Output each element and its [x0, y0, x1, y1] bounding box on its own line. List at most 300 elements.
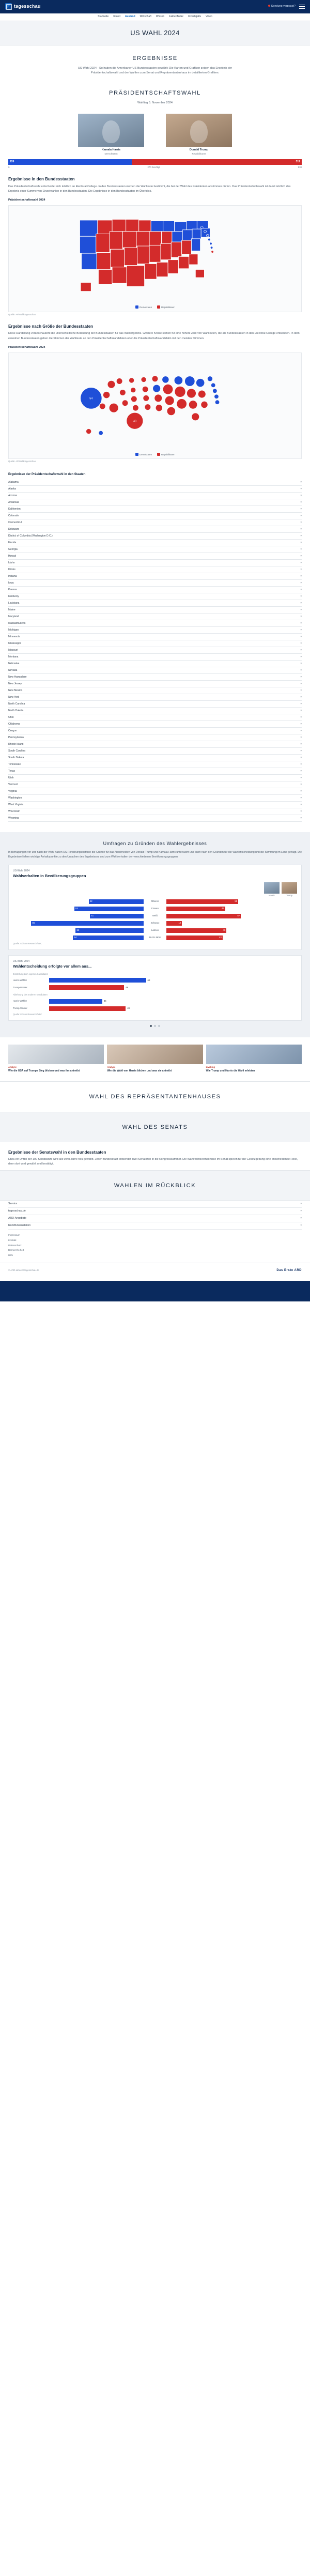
chevron-down-icon: ▾ [300, 494, 302, 497]
axis-mid: 270 benötigt [147, 165, 160, 168]
bar-trump: 55 [166, 899, 238, 904]
state-accordion-item[interactable] [8, 701, 302, 708]
chevron-down-icon: ▾ [300, 520, 302, 524]
nav-item-wissen[interactable]: Wissen [156, 15, 165, 19]
row-category: Trump-Wähler [13, 1006, 27, 1009]
state-label: Mississippi [8, 641, 21, 645]
state-accordion-item[interactable] [8, 506, 302, 513]
state-label: Oklahoma [8, 722, 20, 726]
state-accordion-item[interactable] [8, 781, 302, 788]
footer-link[interactable]: Kontakt [8, 1239, 17, 1242]
state-accordion-item[interactable] [8, 560, 302, 566]
motivation-row [13, 1006, 297, 1011]
map1-text: Das Präsidentschaftswahl entscheidet sich letztlich an Electoral College. In den Bundesstaaten werden die Wahlleute bestimmt, die bei der Wahl des Präsidenten abstimmen dürfen. Das Präsidentschaftswahl ist damit letztlich das Ergebnis einer Summe von Einzelwahlen in den Bundesstaaten. Die Ergebnisse in den Bundesstaaten im Überblick. [8, 185, 291, 193]
motivation-chart-group2 [13, 999, 297, 1011]
state-accordion-item[interactable] [8, 634, 302, 640]
candidate-harris [78, 114, 144, 156]
demographics-row [13, 899, 297, 904]
state-accordion-item[interactable] [8, 661, 302, 667]
teaser-card[interactable] [206, 1045, 302, 1073]
footer-accordion-item[interactable] [8, 1215, 302, 1222]
senate-section [0, 1112, 310, 1142]
chevron-down-icon: ▾ [300, 588, 302, 591]
state-accordion-item[interactable] [8, 748, 302, 755]
card2-source: Quelle: Edison Research/NBC [13, 1013, 42, 1016]
results-intro: US-Wahl 2024 - So haben die Amerikaner US-Bundesstaaten gewählt: Die Karten und Grafiken zeigen das Ergebnis der Präsidentschaftswahl und der Wahlen zum Senat und Repräsentantenhaus im detaillierten Grafiken. [78, 66, 233, 75]
senate-states-text: Etwa ein Drittel der 100 Senatssitze wird alle zwei Jahre neu gewählt. Jeder Bundesstaat entsendet zwei Senatoren in die Kongresskammer. Die Wahlrechtsverhältnisse im Senat spielen für die Gesetzgebung eine entscheidende Rolle, denn dort wird gewählt und bestätigt. [8, 1158, 298, 1166]
chevron-down-icon: ▾ [300, 628, 302, 632]
state-accordion-item[interactable] [8, 566, 302, 573]
chevron-down-icon: ▾ [300, 715, 302, 719]
state-label: Kalifornien [8, 507, 21, 511]
survey-card-demographics [8, 865, 302, 950]
chevron-down-icon: ▾ [300, 594, 302, 598]
state-accordion-item[interactable] [8, 600, 302, 607]
state-label: Washington [8, 796, 22, 800]
state-label: Georgia [8, 547, 18, 551]
house-heading: WAHL DES REPRÄSENTANTENHAUSES [89, 1093, 221, 1100]
state-label: Massachusetts [8, 621, 26, 625]
chevron-down-icon: ▾ [300, 635, 302, 638]
chevron-down-icon: ▾ [300, 709, 302, 712]
teaser-tag: Analyse [8, 1065, 17, 1068]
state-accordion-item[interactable] [8, 728, 302, 734]
state-label: Alabama [8, 480, 19, 484]
nav-item-ausland[interactable]: Ausland [125, 15, 135, 19]
hamburger-icon[interactable] [299, 5, 305, 9]
motivation-row [13, 999, 297, 1004]
footer-item-label: Rundfunkanstalten [8, 1224, 31, 1228]
state-accordion-item[interactable] [8, 808, 302, 815]
chevron-down-icon: ▾ [300, 749, 302, 753]
survey-heading: Umfragen zu Gründen des Wahlergebnisses [103, 841, 207, 847]
value-bar [49, 1006, 126, 1011]
state-accordion-item[interactable] [8, 493, 302, 499]
map2-legend [11, 453, 299, 456]
brand-wordmark: tagesschau [14, 4, 41, 9]
teaser-thumb-liveblog [206, 1045, 302, 1064]
carousel-dot-2[interactable] [154, 1025, 156, 1027]
state-accordion-item[interactable] [8, 775, 302, 781]
state-accordion-item[interactable] [8, 479, 302, 486]
state-label: New York [8, 695, 20, 699]
state-label: Virginia [8, 789, 17, 793]
demographics-row [13, 935, 297, 941]
results-header [0, 45, 310, 79]
chevron-down-icon: ▾ [300, 776, 302, 779]
chevron-down-icon: ▾ [300, 615, 302, 618]
electoral-bar-trump: 312 [132, 159, 302, 165]
card-title: Wahlentscheidung erfolgte vor allem aus... [13, 964, 92, 969]
state-label: Florida [8, 541, 17, 544]
bar-harris: 42 [89, 899, 144, 904]
footer-accordion [0, 1200, 310, 1230]
state-accordion-item[interactable] [8, 593, 302, 600]
chevron-down-icon: ▾ [300, 581, 302, 585]
teaser-thumb-portrait [107, 1045, 203, 1064]
chevron-down-icon: ▾ [300, 1224, 302, 1228]
top-bar-right [268, 5, 305, 9]
state-label: Vermont [8, 783, 18, 786]
chevron-down-icon: ▾ [300, 547, 302, 551]
state-accordion-item[interactable] [8, 607, 302, 614]
demographics-row [13, 921, 297, 926]
state-accordion-item[interactable] [8, 714, 302, 721]
state-label: Iowa [8, 581, 14, 585]
presidential-heading: PRÄSIDENTSCHAFTSWAHL [109, 89, 201, 96]
state-accordion-item[interactable] [8, 573, 302, 580]
state-label: Pennsylvania [8, 735, 24, 739]
value-label: 48 [126, 986, 129, 989]
state-results-title: Ergebnisse der Präsidentschaftswahl in den Staaten [8, 473, 86, 477]
live-label[interactable]: Sendung verpasst? [268, 5, 296, 9]
map2-source: Quelle: AP/Wahl.tagesschau [8, 460, 36, 463]
nav-item-inland[interactable]: Inland [113, 15, 120, 19]
candidate-name: Kamala Harris [101, 148, 121, 152]
chevron-down-icon: ▾ [300, 668, 302, 672]
state-accordion-item[interactable] [8, 513, 302, 519]
bar-harris: 86 [31, 921, 144, 926]
state-label: Delaware [8, 527, 20, 531]
demographics-row [13, 928, 297, 933]
state-label: Hawaii [8, 554, 17, 558]
review-section [0, 1170, 310, 1201]
state-accordion-item[interactable] [8, 674, 302, 681]
chevron-down-icon: ▾ [300, 688, 302, 692]
state-accordion-item[interactable] [8, 694, 302, 701]
legend-democrats: Demokraten [135, 305, 152, 309]
state-accordion-item[interactable] [8, 734, 302, 741]
candidate-party: Republikaner [192, 152, 206, 156]
map2-text: Diese Darstellung veranschaulicht die unterschiedliche Bedeutung der Bundesstaaten für das Wahlergebnis. Größere Kreise stehen für eine höhere Zahl von Wahlleuten, die als Bundesstaaten in den Electoral College entsenden. In dem einzelnen Bundesstaaten gehen die Stimmen der Wahlleute an den Präsidentschaftskandidaten oder die Präsidentschaftskandidatin mit den meisten Stimmen. [8, 332, 300, 340]
state-accordion-item[interactable] [8, 815, 302, 822]
footer-accordion-item[interactable] [8, 1222, 302, 1230]
state-label: District of Columbia (Washington D.C.) [8, 534, 53, 538]
state-label: Colorado [8, 514, 19, 517]
electoral-bar-harris: 226 [8, 159, 132, 165]
bar-harris: 52 [75, 928, 144, 933]
chevron-down-icon: ▾ [300, 809, 302, 813]
chevron-down-icon: ▾ [300, 641, 302, 645]
footer-bottom [0, 1263, 310, 1281]
demographics-row [13, 913, 297, 919]
state-label: New Jersey [8, 682, 22, 685]
state-accordion-item[interactable] [8, 540, 302, 546]
map1-legend [11, 305, 299, 309]
us-choropleth-map[interactable] [8, 205, 302, 312]
chevron-down-icon: ▾ [300, 655, 302, 658]
teaser-thumb-analysis [8, 1045, 104, 1064]
footer-links [0, 1230, 310, 1257]
candidate-party: Demokraten [104, 152, 118, 156]
chevron-down-icon: ▾ [300, 534, 302, 538]
map2-subtitle: Präsidentschaftswahl 2024 [8, 345, 45, 349]
teaser-card[interactable] [107, 1045, 203, 1073]
nav-item-faktenfinder[interactable]: Faktenfinder [169, 15, 184, 19]
card1-source: Quelle: Edison Research/NBC [13, 942, 42, 945]
tagesschau-logo-icon [5, 3, 12, 10]
state-accordion-item[interactable] [8, 708, 302, 714]
footer-accordion-item[interactable] [8, 1201, 302, 1208]
footer-link[interactable]: Hilfe [8, 1254, 13, 1257]
teaser-title: Wie die USA auf Trumps Sieg blicken und was ihn antreibt [8, 1069, 80, 1072]
electoral-axis [8, 166, 302, 169]
state-label: West Virginia [8, 803, 24, 806]
chevron-down-icon: ▾ [300, 527, 302, 531]
row-category: Frauen [151, 907, 159, 910]
harris-thumb: Harris [264, 882, 280, 897]
chevron-down-icon: ▾ [300, 769, 302, 773]
chevron-down-icon: ▾ [300, 729, 302, 732]
state-label: Minnesota [8, 635, 21, 638]
state-accordion-item[interactable] [8, 533, 302, 540]
chevron-down-icon: ▾ [300, 662, 302, 665]
state-label: Montana [8, 655, 19, 658]
ard-logo: Das Erste ARD [276, 1268, 302, 1272]
state-accordion-item[interactable] [8, 519, 302, 526]
nav-item-video[interactable]: Video [206, 15, 212, 19]
card-kicker: US-Wahl 2024 [13, 960, 30, 963]
footer-item-label: ARD-Angebote [8, 1217, 26, 1220]
carousel-dot-3[interactable] [158, 1025, 160, 1027]
row-category: Trump-Wähler [13, 986, 27, 989]
state-label: Michigan [8, 628, 19, 632]
chevron-down-icon: ▾ [300, 554, 302, 558]
state-label: Tennessee [8, 762, 21, 766]
map2-title: Ergebnisse nach Größe der Bundesstaaten [8, 324, 94, 329]
state-label: New Hampshire [8, 675, 27, 679]
state-results-section [0, 472, 310, 822]
row-category: Harris-Wähler [13, 999, 27, 1002]
bar-trump: 43 [166, 936, 223, 940]
map1-subtitle: Präsidentschaftswahl 2024 [8, 198, 45, 202]
state-label: Texas [8, 769, 16, 773]
chevron-down-icon: ▾ [300, 487, 302, 490]
state-label: South Carolina [8, 749, 26, 753]
state-label: Missouri [8, 648, 18, 652]
state-label: Maine [8, 608, 16, 611]
group1-label: Einstellung zum eigenen Kandidaten [13, 973, 48, 976]
teaser-title: Wie die Wahl von Harris blicken und was sie antreibt [107, 1069, 172, 1072]
state-accordion-item[interactable] [8, 526, 302, 533]
row-category: Harris-Wähler [13, 978, 27, 982]
chevron-down-icon: ▾ [300, 648, 302, 652]
bar-harris: 53 [74, 907, 144, 911]
svg-text:40: 40 [133, 420, 136, 423]
state-accordion-item[interactable] [8, 788, 302, 795]
main-nav [0, 13, 310, 21]
survey-card-motivation [8, 955, 302, 1020]
row-category: Weiß [152, 914, 158, 917]
footer-item-label: Service [8, 1202, 18, 1206]
chevron-down-icon: ▾ [300, 480, 302, 484]
map2-section [0, 324, 310, 464]
state-label: Alaska [8, 487, 17, 490]
state-accordion-item[interactable] [8, 681, 302, 687]
teaser-row [0, 1037, 310, 1073]
state-label: Kansas [8, 588, 17, 591]
bar-harris: 54 [73, 936, 144, 940]
candidate-trump [166, 114, 232, 156]
copyright: © ARD-aktuell / tagesschau.de [8, 1268, 39, 1271]
row-category: Latinos [151, 929, 159, 932]
presidential-header [0, 79, 310, 109]
teaser-title: Wie Trump und Harris die Wahl erlebten [206, 1069, 255, 1072]
state-accordion-item[interactable] [8, 755, 302, 761]
us-bubble-map[interactable] [8, 352, 302, 459]
state-accordion-item[interactable] [8, 721, 302, 728]
row-category: Männer [151, 900, 159, 903]
footer-dark-band [0, 1281, 310, 1301]
state-accordion-item[interactable] [8, 580, 302, 587]
chevron-down-icon: ▾ [300, 816, 302, 820]
state-accordion-item[interactable] [8, 587, 302, 593]
chevron-down-icon: ▾ [300, 568, 302, 571]
state-accordion-item[interactable] [8, 654, 302, 661]
chevron-down-icon: ▾ [300, 675, 302, 679]
chevron-down-icon: ▾ [300, 796, 302, 800]
electoral-bar-wrap [0, 156, 310, 169]
chevron-down-icon: ▾ [300, 574, 302, 578]
state-accordion-item[interactable] [8, 667, 302, 674]
state-label: South Dakota [8, 756, 24, 759]
bar-trump: 45 [166, 907, 225, 911]
state-label: Wisconsin [8, 809, 20, 813]
state-accordion-item[interactable] [8, 768, 302, 775]
state-accordion-item[interactable] [8, 499, 302, 506]
state-accordion-item[interactable] [8, 486, 302, 493]
state-accordion-item[interactable] [8, 741, 302, 748]
nav-item-wirtschaft[interactable]: Wirtschaft [140, 15, 151, 19]
state-accordion-item[interactable] [8, 640, 302, 647]
brand-logo[interactable] [5, 3, 41, 10]
state-accordion-item[interactable] [8, 620, 302, 627]
state-label: Connecticut [8, 520, 22, 524]
live-dot-icon [268, 5, 270, 7]
legend-republicans: Republikaner [157, 453, 175, 456]
value-label: 62 [147, 978, 150, 982]
chevron-down-icon: ▾ [300, 1217, 302, 1220]
chevron-down-icon: ▾ [300, 1202, 302, 1206]
chevron-down-icon: ▾ [300, 783, 302, 786]
card-candidate-heads [13, 882, 297, 897]
state-label: North Dakota [8, 709, 24, 712]
motivation-row [13, 977, 297, 983]
state-label: Kentucky [8, 594, 19, 598]
chevron-down-icon: ▾ [300, 722, 302, 726]
chevron-down-icon: ▾ [300, 500, 302, 504]
chevron-down-icon: ▾ [300, 541, 302, 544]
survey-intro: In Befragungen vor und nach der Wahl haben US-Forschungsinstitute die Gründe für das Abschneiden von Donald Trump und Kamala Harris untersucht und auch nach den Gründen für die Wahlentscheidung und die Stimmung im Land gefragt. Die Ergebnisse liefern wichtige Anhaltspunkte zu den Ursachen des Ergebnisses und zum Wahlverhalten der verschiedenen Bevölkerungsgruppen. [8, 851, 302, 859]
row-category: 18-29 Jahre [149, 936, 161, 939]
state-label: Nebraska [8, 662, 20, 665]
state-accordion-item[interactable] [8, 627, 302, 634]
chevron-down-icon: ▾ [300, 561, 302, 564]
state-label: Maryland [8, 615, 19, 618]
state-label: Arkansas [8, 500, 19, 504]
motivation-row [13, 985, 297, 990]
state-accordion-item[interactable] [8, 546, 302, 553]
carousel-dot-1[interactable] [150, 1025, 152, 1027]
candidates-spacer [144, 114, 166, 156]
state-label: Ohio [8, 715, 14, 719]
state-accordion-item[interactable] [8, 614, 302, 620]
us-bubble-svg [11, 356, 299, 449]
state-accordion-item[interactable] [8, 647, 302, 654]
chevron-down-icon: ▾ [300, 608, 302, 611]
nav-item-investigativ[interactable]: Investigativ [188, 15, 202, 19]
state-label: Nevada [8, 668, 18, 672]
state-label: Arizona [8, 494, 17, 497]
group2-label: Ablehnung des anderen Kandidaten [13, 993, 48, 996]
map1-section [0, 176, 310, 316]
state-label: Louisiana [8, 601, 20, 605]
chevron-down-icon: ▾ [300, 803, 302, 806]
legend-democrats: Demokraten [135, 453, 152, 456]
footer-accordion-item[interactable] [8, 1208, 302, 1215]
state-accordion-item[interactable] [8, 795, 302, 802]
chevron-down-icon: ▾ [300, 695, 302, 699]
card-title: Wahlverhalten in Bevölkerungsgruppen [13, 873, 86, 879]
state-accordion-list [8, 479, 302, 822]
teaser-tag: Analyse [107, 1065, 116, 1068]
page-title-band [0, 21, 310, 45]
state-label: Oregon [8, 729, 17, 732]
map1-source: Quelle: AP/Wahl.tagesschau [8, 313, 36, 316]
carousel-dots[interactable] [8, 1025, 302, 1027]
teaser-tag: Liveblog [206, 1065, 215, 1068]
presidential-subheading: Wahltag 5. November 2024 [137, 101, 173, 104]
chevron-down-icon: ▾ [300, 762, 302, 766]
chevron-down-icon: ▾ [300, 601, 302, 605]
chevron-down-icon: ▾ [300, 514, 302, 517]
candidates-row [0, 109, 310, 156]
value-label: 49 [127, 1006, 130, 1009]
state-accordion-item[interactable] [8, 761, 302, 768]
survey-section [0, 832, 310, 1037]
nav-item-startseite[interactable]: Startseite [98, 15, 109, 19]
value-label: 34 [103, 999, 106, 1002]
footer-link[interactable]: Barrierefreiheit [8, 1249, 24, 1252]
motivation-chart-group1 [13, 977, 297, 990]
chevron-down-icon: ▾ [300, 702, 302, 706]
state-accordion-item[interactable] [8, 802, 302, 808]
review-heading: WAHLEN IM RÜCKBLICK [114, 1182, 196, 1189]
results-heading: ERGEBNISSE [132, 55, 178, 62]
chevron-down-icon: ▾ [300, 742, 302, 746]
state-label: Utah [8, 776, 14, 779]
state-label: North Carolina [8, 702, 25, 706]
chevron-down-icon: ▾ [300, 789, 302, 793]
harris-photo [78, 114, 144, 147]
state-accordion-item[interactable] [8, 687, 302, 694]
electoral-bar [8, 159, 302, 165]
footer-link[interactable]: Datenschutz [8, 1244, 22, 1247]
senate-states-section [0, 1149, 310, 1167]
footer-link[interactable]: Impressum [8, 1234, 20, 1237]
senate-states-title: Ergebnisse der Senatswahl in den Bundesstaaten [8, 1149, 106, 1155]
demographics-row [13, 906, 297, 912]
chevron-down-icon: ▾ [300, 507, 302, 511]
svg-text:54: 54 [89, 397, 93, 401]
state-accordion-item[interactable] [8, 553, 302, 560]
teaser-card[interactable] [8, 1045, 104, 1073]
bar-trump: 57 [166, 914, 241, 918]
trump-photo [166, 114, 232, 147]
value-bar [49, 999, 102, 1004]
page-title: US WAHL 2024 [130, 29, 180, 37]
legend-republicans: Republikaner [157, 305, 175, 309]
